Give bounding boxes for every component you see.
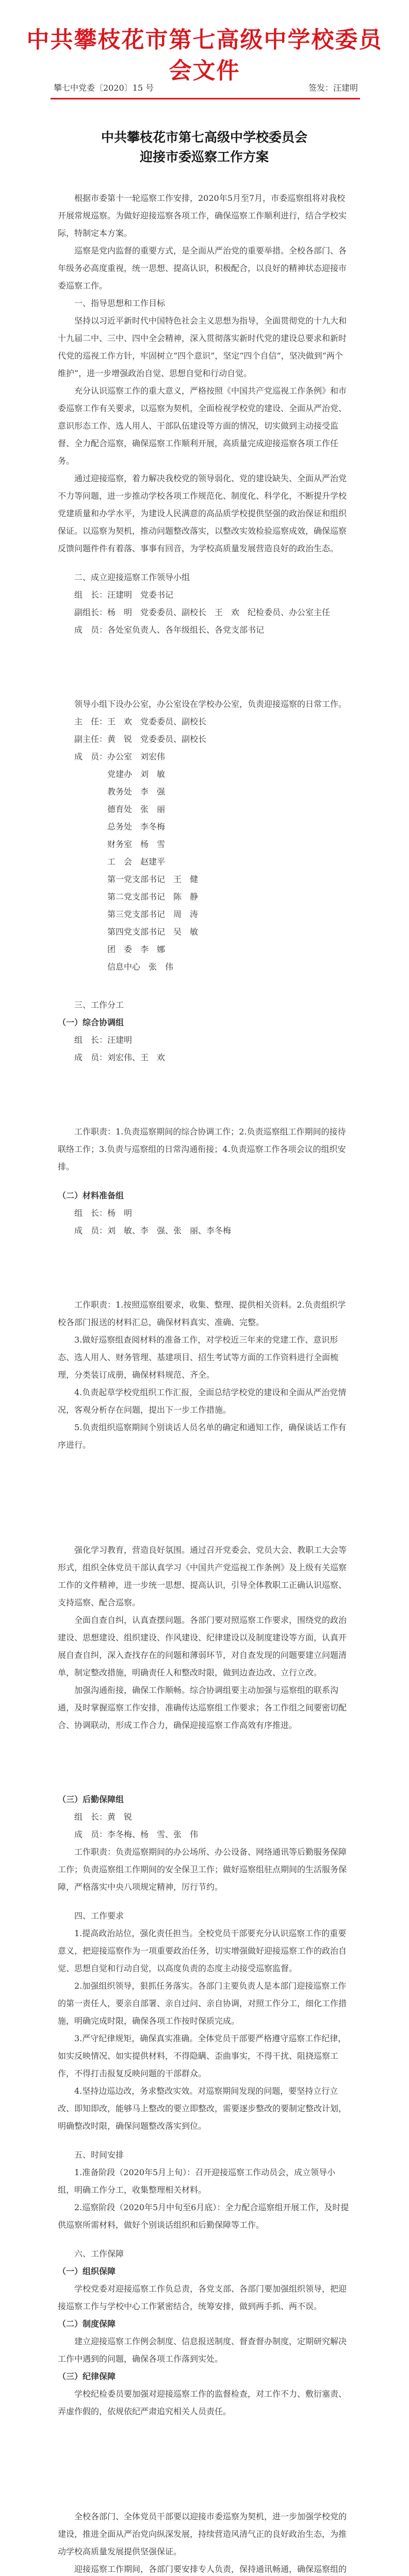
roster-row — [58, 818, 351, 836]
subsection-heading: （二）材料准备组 — [58, 1191, 124, 1200]
roster-row — [58, 888, 351, 906]
subsection-heading: （一）组织保障 — [58, 2266, 116, 2276]
roster-role — [58, 941, 107, 958]
roster-role — [58, 888, 107, 906]
roster-row — [58, 766, 351, 783]
roster-row — [58, 731, 351, 748]
section-paragraph: 坚持以习近平新时代中国特色社会主义思想为指导，全面贯彻党的十九大和十九届二中、三中、四中全会精神，深入贯彻落实新时代党的建设总要求和新时代党的巡视工作方针，牢固树立“四个意识”，坚定“四个自信”，坚决做到“两个维护”，进一步增强政治自觉、思想自觉和行动自觉。 — [58, 316, 347, 378]
section-paragraph: 通过迎接巡察，着力解决我校党的领导弱化、党的建设缺失、全面从严治党不力等问题，进一步推动学校各项工作规范化、制度化、科学化，不断提升学校党建质量和办学水平，为建设人民满意的高品质学校提供坚强的政治保证和组织保证。以巡察为契机，推动问题整改落实，以整改实效检验巡察成效，确保巡察反馈问题件件有着落、事事有回音，为学校高质量发展营造良好的政治生态。 — [58, 473, 347, 553]
roster-row — [58, 923, 351, 941]
closing-paragraph: 全校各部门、全体党员干部要以迎接市委巡察为契机，进一步加强学校党的建设，推进全面从严治党向纵深发展，持续营造风清气正的良好政治生态，为推动学校高质量发展提供坚强保证。 — [58, 2512, 347, 2556]
roster-role — [58, 871, 107, 888]
roster-role: 成 员： — [74, 1053, 108, 1062]
roster-row — [58, 801, 351, 818]
roster-row — [58, 713, 351, 731]
roster-role: 副主任： — [74, 734, 108, 744]
section-paragraph: 2.巡察阶段（2020年5月中旬至6月底）：全力配合巡察组开展工作，及时提供巡察所需材料，做好个别谈话组织和后勤保障等工作。 — [58, 2202, 349, 2230]
roster-names: 信息中心 张 伟 — [107, 962, 174, 972]
section-paragraph: 1.准备阶段（2020年5月上旬）：召开迎接巡察工作动员会，成立领导小组，明确工作分工，收集整理相关材料。 — [58, 2167, 336, 2195]
roster-names: 李冬梅、杨 雪、张 伟 — [107, 1829, 199, 1839]
roster-names: 工 会 赵建平 — [107, 857, 166, 867]
section-paragraph: 2.加强组织领导，狠抓任务落实。各部门主要负责人是本部门迎接巡察工作的第一责任人，要亲自部署、亲自过问、亲自协调，对照工作分工，细化工作措施，明确完成时限，确保各项工作按时保质完成。 — [58, 1981, 347, 2026]
roster-names: 汪建明 党委书记 — [107, 590, 174, 600]
section-paragraph: 学校党委对迎接巡察工作负总责，各党支部、各部门要加强组织领导，把迎接巡察工作与学校中心工作紧密结合，统筹安排，做到两手抓、两不误。 — [58, 2284, 347, 2311]
roster-row — [58, 853, 351, 871]
work-group-roster — [58, 1808, 351, 1843]
roster-names: 黄 锐 党委委员、副校长 — [107, 734, 207, 744]
document-title — [50, 128, 359, 167]
section-heading: 六、工作保障 — [74, 2249, 124, 2259]
section-paragraph: 学校纪检委员要加强对迎接巡察工作的监督检查，对工作不力、敷衍塞责、弄虚作假的，依规依纪严肃追究相关人员责任。 — [58, 2389, 347, 2416]
document-title-line-2: 迎接市委巡察工作方案 — [139, 149, 269, 164]
section-paragraph: 强化学习教育，营造良好氛围。通过召开党委会、党员大会、教职工大会等形式，组织全体党员干部认真学习《中国共产党巡视工作条例》及上级有关巡察工作的文件精神，进一步统一思想、提高认识，引导全体教职工正确认识巡察、支持巡察、配合巡察。 — [58, 1545, 347, 1607]
roster-names: 第一党支部书记 王 健 — [107, 874, 199, 884]
section-paragraph: 充分认识巡察工作的重大意义，严格按照《中国共产党巡视工作条例》和市委巡察工作有关要求，以巡察为契机，全面检视学校党的建设、全面从严治党、意识形态工作、选人用人、干部队伍建设等方面的情况，切实做到主动接受监督、全力配合巡察，确保巡察工作顺利开展，高质量完成迎接巡察各项工作任务。 — [58, 386, 347, 466]
roster-row — [58, 941, 351, 958]
duty-paragraph: 5.负责组织巡察期间个别谈话人员名单的确定和通知工作，确保谈话工作有序进行。 — [58, 1422, 347, 1450]
roster-names: 第三党支部书记 周 涛 — [107, 909, 199, 919]
roster-row — [58, 1826, 351, 1843]
work-group-roster — [58, 1031, 351, 1066]
roster-row — [58, 621, 351, 639]
section-paragraph: 建立迎接巡察工作例会制度、信息报送制度、督查督办制度，定期研究解决工作中遇到的问题，确保各项工作落到实处。 — [58, 2336, 347, 2364]
roster-names: 刘宏伟、王 欢 — [107, 1053, 166, 1062]
roster-names: 黄 锐 — [107, 1812, 133, 1822]
office-roster — [58, 713, 351, 976]
section-heading: 五、时间安排 — [74, 2150, 124, 2160]
roster-names: 团 委 李 娜 — [107, 944, 166, 954]
roster-role — [58, 783, 107, 801]
roster-role — [58, 923, 107, 941]
roster-role — [58, 818, 107, 836]
roster-role — [58, 853, 107, 871]
roster-names: 教务处 李 强 — [107, 787, 166, 796]
office-intro: 领导小组下设办公室，办公室设在学校办公室，负责迎接巡察的日常工作。 — [74, 699, 347, 709]
roster-names: 第四党支部书记 吴 敏 — [107, 927, 199, 937]
roster-names: 各处室负责人、各年级组长、各党支部书记 — [107, 625, 265, 635]
roster-role: 组 长： — [74, 1035, 108, 1045]
roster-role: 成 员： — [74, 625, 108, 635]
roster-row — [58, 783, 351, 801]
section-paragraph: 3.严守纪律规矩，确保真实准确。全体党员干部要严格遵守巡察工作纪律，如实反映情况、如实提供材料，不得隐瞒、歪曲事实，不得干扰、阻挠巡察工作，不得打击报复反映问题的干部群众。 — [58, 2033, 347, 2078]
section-heading: 三、工作分工 — [74, 1000, 124, 1010]
duty-paragraph: 3.做好巡察组查阅材料的准备工作，对学校近三年来的党建工作、意识形态、选人用人、财务管理、基建项目、招生考试等方面的工作资料进行全面梳理，分类装订成册，确保材料规范、齐全。 — [58, 1335, 339, 1380]
roster-names: 刘 敏、李 强、张 丽、李冬梅 — [107, 1226, 232, 1235]
roster-role: 组 长： — [74, 590, 108, 600]
roster-role — [58, 836, 107, 853]
subsection-heading: （三）纪律保障 — [58, 2371, 116, 2381]
roster-role: 成 员： — [74, 1829, 108, 1839]
roster-role — [58, 766, 107, 783]
intro-paragraph: 巡察是党内监督的重要方式，是全面从严治党的重要举措。全校各部门、各年级务必高度重视，统一思想、提高认识，积极配合，以良好的精神状态迎接市委巡察工作。 — [58, 246, 347, 291]
roster-role: 组 长： — [74, 1812, 108, 1822]
roster-role — [58, 906, 107, 923]
roster-row — [58, 1031, 351, 1049]
roster-role: 成 员： — [74, 752, 108, 761]
roster-row — [58, 836, 351, 853]
duty-paragraph: 工作职责：负责巡察期间的办公场所、办公设备、网络通讯等后勤服务保障工作；负责巡察组工作期间的安全保卫工作；做好巡察组驻点期间的生活服务保障，严格落实中央八项规定精神，厉行节约。 — [58, 1847, 347, 1892]
roster-row — [58, 958, 351, 976]
roster-role: 组 长： — [74, 1208, 108, 1218]
roster-names: 杨 明 党委委员、副校长 王 欢 纪检委员、办公室主任 — [107, 607, 331, 617]
roster-row — [58, 604, 351, 621]
roster-role: 主 任： — [74, 717, 108, 726]
roster-names: 德育处 张 丽 — [107, 804, 166, 814]
roster-row — [58, 871, 351, 888]
roster-row — [58, 586, 351, 604]
roster-names: 汪建明 — [107, 1035, 133, 1045]
duty-paragraph: 工作职责：1.按照巡察组要求，收集、整理、提供相关资料。2.负责组织学校各部门报送的材料汇总，确保材料真实、准确、完整。 — [58, 1300, 346, 1327]
subsection-heading: （三）后勤保障组 — [58, 1794, 124, 1804]
document-masthead: 中共攀枝花市第七高级中学校委员会文件 — [26, 27, 383, 84]
section-paragraph: 1.提高政治站位，强化责任担当。全校党员干部要充分认识巡察工作的重要意义，把迎接巡察作为一项重要政治任务，切实增强做好迎接巡察工作的政治自觉、思想自觉和行动自觉，以高度负责的态度主动接受巡察监督。 — [58, 1928, 347, 1973]
roster-names: 财务室 杨 雪 — [107, 839, 166, 849]
roster-role — [58, 958, 107, 976]
document-body — [58, 190, 351, 2576]
roster-names: 杨 明 — [107, 1208, 133, 1218]
masthead-divider — [51, 98, 360, 99]
roster-role: 成 员： — [74, 1226, 108, 1235]
section-heading: 二、成立迎接巡察工作领导小组 — [74, 572, 190, 582]
roster-names: 党建办 刘 敏 — [107, 769, 166, 779]
duty-paragraph: 工作职责：1.负责巡察期间的综合协调工作；2.负责巡察组工作期间的接待联络工作；3.负责与巡察组的日常沟通衔接；4.负责巡察工作各项会议的组织安排。 — [58, 1127, 346, 1172]
roster-row — [58, 1222, 351, 1240]
roster-row — [58, 906, 351, 923]
document-issuer: 签发：汪建明 — [308, 83, 358, 93]
closing-paragraph: 迎接巡察工作期间，各部门要安排专人负责，保持通讯畅通，确保巡察组的 — [74, 2564, 347, 2574]
roster-names: 总务处 李冬梅 — [107, 822, 166, 832]
intro-paragraph: 根据市委第十一轮巡察工作安排，2020年5月至7月，市委巡察组将对我校开展常规巡察。为做好迎接巡察各项工作，确保巡察工作顺利进行，结合学校实际，特制定本方案。 — [58, 193, 347, 238]
section-paragraph: 全面自查自纠，认真查摆问题。各部门要对照巡察工作要求，围绕党的政治建设、思想建设、组织建设、作风建设、纪律建设以及制度建设等方面，认真开展自查自纠，深入查找存在的问题和薄弱环节，对自查发现的问题要建立问题清单，制定整改措施，明确责任人和整改时限，做到边查边改、立行立改。 — [58, 1615, 347, 1677]
subsection-heading: （二）制度保障 — [58, 2319, 116, 2329]
roster-row — [58, 1205, 351, 1222]
roster-role — [58, 801, 107, 818]
roster-row — [58, 748, 351, 766]
roster-names: 办公室 刘宏伟 — [107, 752, 166, 761]
roster-names: 王 欢 党委委员、副校长 — [107, 717, 207, 726]
leadership-group-roster — [58, 586, 351, 639]
roster-row — [58, 1808, 351, 1826]
section-paragraph: 加强沟通衔接，确保工作顺畅。综合协调组要主动加强与巡察组的联系沟通，及时掌握巡察工作安排，准确传达巡察组工作要求；各工作组之间要密切配合、协调联动，形成工作合力，确保迎接巡察工作高效有序推进。 — [58, 1685, 347, 1730]
roster-row — [58, 1049, 351, 1066]
document-number: 攀七中党委〔2020〕15 号 — [54, 83, 154, 93]
duty-paragraph: 4.负责起草学校党组织工作汇报，全面总结学校党的建设和全面从严治党情况，客观分析存在问题，提出下一步工作措施。 — [58, 1387, 347, 1415]
roster-names: 第二党支部书记 陈 静 — [107, 892, 199, 902]
subsection-heading: （一）综合协调组 — [58, 1018, 124, 1027]
document-title-line-1: 中共攀枝花市第七高级中学校委员会 — [101, 130, 307, 145]
section-heading: 四、工作要求 — [74, 1911, 124, 1921]
section-paragraph: 4.坚持边巡边改，务求整改实效。对巡察期间发现的问题，要坚持立行立改、即知即改，能够马上整改的要立即整改，需要逐步整改的要制定整改计划，明确整改时限，确保问题整改落实到位。 — [58, 2086, 347, 2131]
roster-role: 副组长： — [74, 607, 108, 617]
section-heading: 一、指导思想和工作目标 — [74, 298, 166, 308]
work-group-roster — [58, 1205, 351, 1240]
